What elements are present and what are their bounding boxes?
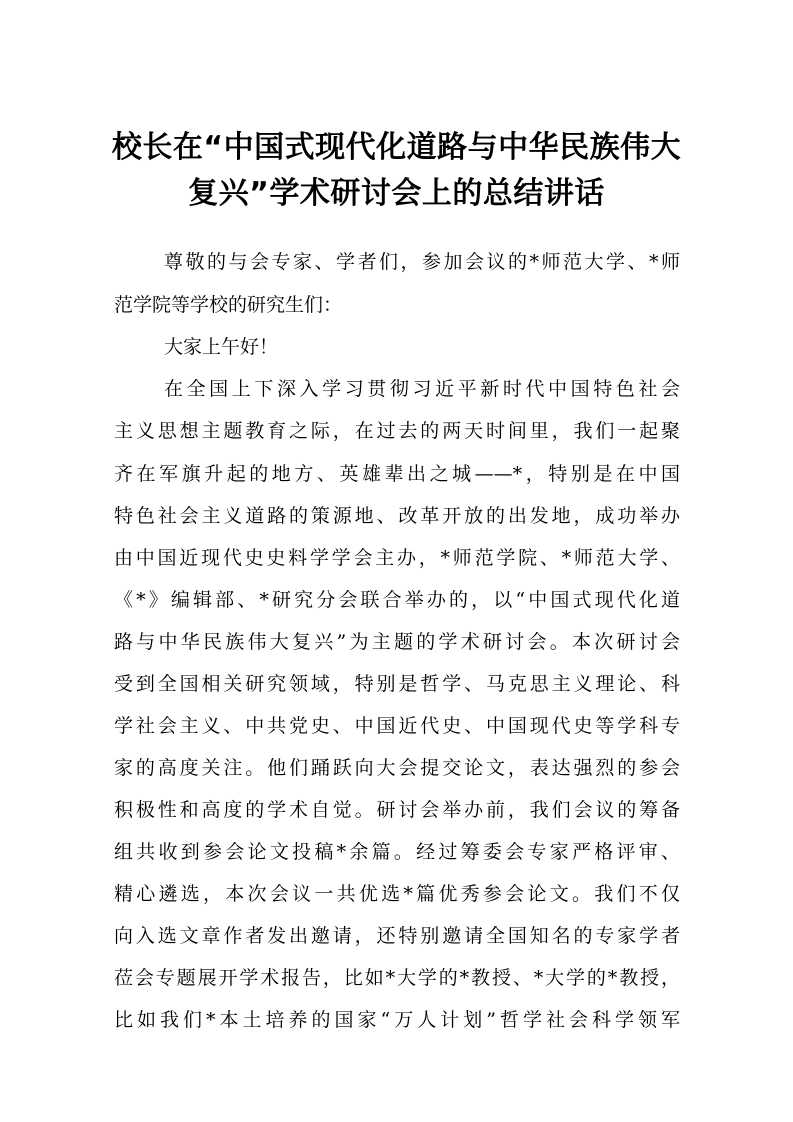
body-line: 大家上午好！: [164, 336, 279, 358]
body-line: 积极性和高度的学术自觉。研讨会举办前，我们会议的筹备: [114, 799, 680, 821]
document-title-line-2: 复兴”学术研讨会上的总结讲话: [188, 176, 605, 211]
document-title-line-1: 校长在“中国式现代化道路与中华民族伟大: [111, 130, 682, 165]
body-line: 主义思想主题教育之际，在过去的两天时间里，我们一起聚: [114, 420, 680, 442]
body-line: 受到全国相关研究领域，特别是哲学、马克思主义理论、科: [114, 673, 680, 695]
body-line: 由中国近现代史史料学学会主办，*师范学院、*师范大学、: [114, 547, 680, 569]
body-line: 精心遴选，本次会议一共优选*篇优秀参会论文。我们不仅: [114, 883, 680, 905]
body-line: 向入选文章作者发出邀请，还特别邀请全国知名的专家学者: [114, 925, 680, 947]
body-line: 组共收到参会论文投稿*余篇。经过筹委会专家严格评审、: [114, 841, 680, 863]
body-line: 特色社会主义道路的策源地、改革开放的出发地，成功举办: [114, 505, 680, 527]
body-line: 《*》编辑部、*研究分会联合举办的，以“中国式现代化道: [114, 589, 680, 611]
body-line: 在全国上下深入学习贯彻习近平新时代中国特色社会: [164, 378, 680, 400]
body-line: 家的高度关注。他们踊跃向大会提交论文，表达强烈的参会: [114, 757, 680, 779]
body-line: 路与中华民族伟大复兴”为主题的学术研讨会。本次研讨会: [114, 631, 680, 653]
body-line: 范学院等学校的研究生们：: [114, 294, 343, 316]
body-line: 齐在军旗升起的地方、英雄辈出之城——*，特别是在中国: [114, 463, 680, 485]
body-line: 尊敬的与会专家、学者们，参加会议的*师范大学、*师: [164, 251, 680, 273]
body-line: 学社会主义、中共党史、中国近代史、中国现代史等学科专: [114, 715, 680, 737]
body-line: 莅会专题展开学术报告，比如*大学的*教授、*大学的*教授，: [114, 967, 680, 989]
body-line: 比如我们*本土培养的国家“万人计划”哲学社会科学领军: [114, 1009, 680, 1031]
